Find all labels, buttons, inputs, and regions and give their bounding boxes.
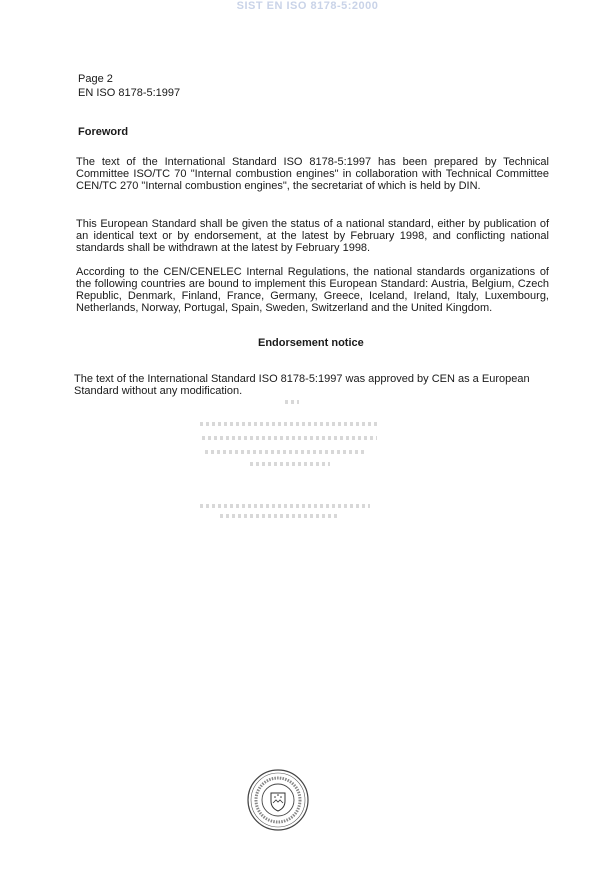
foreword-paragraph-2: This European Standard shall be given the status of a national standard, either by publication of an identical text or by endorsement, at the latest by February 1998, and conflicting national standards shall be withdrawn at the latest by February 1998. xyxy=(76,218,549,254)
page-header xyxy=(78,72,180,100)
endorsement-heading: Endorsement notice xyxy=(258,337,364,349)
endorsement-text: The text of the International Standard ISO 8178-5:1997 was approved by CEN as a European Standard without any modification. xyxy=(74,373,530,397)
faint-stamp xyxy=(190,400,390,540)
foreword-heading: Foreword xyxy=(78,126,129,138)
page-number: Page 2 xyxy=(78,73,113,85)
foreword-paragraph-3: According to the CEN/CENELEC Internal Regulations, the national standards organizations of the following countries are bound to implement this European Standard: Austria, Belgium, Czech Republic, Denmark, Finland, France, Germany, Greece, Iceland, Ireland, Italy, Luxembourg, Netherlands, Norway, Portugal, Spain, Sweden, Switzerland and the United Kingdom. xyxy=(76,266,549,314)
foreword-paragraph-1: The text of the International Standard ISO 8178-5:1997 has been prepared by Technical Committee ISO/TC 70 "Internal combustion engines" in collaboration with Technical Committee CEN/TC 270 "Internal combustion engines", the secretariat of which is held by DIN. xyxy=(76,156,549,192)
seal-stamp xyxy=(246,768,310,832)
document-id: EN ISO 8178-5:1997 xyxy=(78,87,181,99)
watermark: SIST EN ISO 8178-5:2000 xyxy=(236,0,379,12)
